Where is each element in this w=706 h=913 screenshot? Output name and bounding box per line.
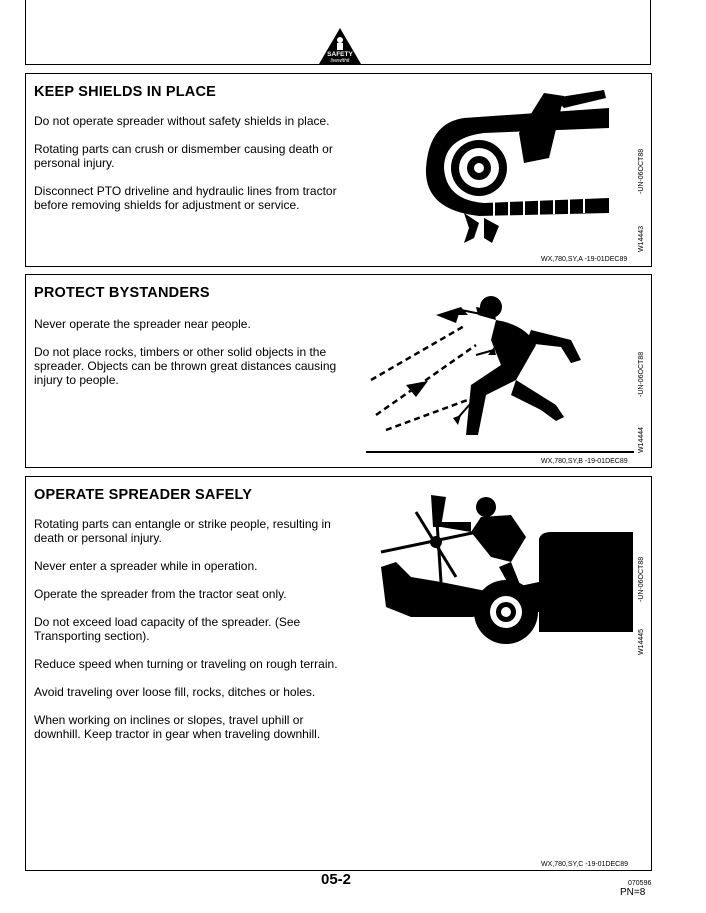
figure-code: -UN-06OCT88 (638, 351, 645, 397)
paragraph: Rotating parts can crush or dismember causing death or personal injury. (34, 142, 333, 170)
section-title: PROTECT BYSTANDERS (34, 285, 210, 301)
paragraph: Never operate the spreader near people. (34, 317, 251, 331)
page-number: 05-2 (321, 871, 352, 888)
paragraph: Do not operate spreader without safety shields in place. (34, 114, 330, 128)
paragraph: Never enter a spreader while in operation. (34, 559, 258, 573)
footer-pn: PN=8 (620, 887, 646, 898)
paragraph: Operate the spreader from the tractor seat only. (34, 587, 287, 601)
bystander-illustration (366, 285, 634, 455)
paragraph: When working on inclines or slopes, travel uphill or downhill. Keep tractor in gear when traveling downhill. (34, 713, 321, 741)
section-title: OPERATE SPREADER SAFELY (34, 487, 253, 503)
section-operate-safely (25, 476, 652, 871)
reference-code: WX,780,SY,A -19-01DEC89 (541, 256, 628, 263)
figure-id: W14443 (638, 225, 645, 252)
paragraph: Avoid traveling over loose fill, rocks, ditches or holes. (34, 685, 316, 699)
reference-code: WX,780,SY,C -19-01DEC89 (541, 861, 629, 868)
paragraph: Rotating parts can entangle or strike people, resulting in death or personal injury. (34, 517, 331, 545)
paragraph: Reduce speed when turning or traveling on rough terrain. (34, 657, 338, 671)
figure-id: W14444 (638, 426, 645, 453)
paragraph: Do not place rocks, timbers or other solid objects in the spreader. Objects can be thrown great distances causing injury to people. (34, 345, 337, 387)
footer-code: 070596 (628, 880, 652, 887)
logo-text-top: SAFETY (327, 51, 353, 58)
reference-code: WX,780,SY,B -19-01DEC89 (541, 458, 628, 465)
section-keep-shields (25, 73, 652, 267)
logo-text-bottom: livewithit (330, 58, 350, 64)
spreader-entanglement-illustration (371, 487, 633, 657)
paragraph: Do not exceed load capacity of the spreader. (See Transporting section). (34, 615, 301, 643)
shield-hazard-illustration (424, 88, 614, 248)
paragraph: Disconnect PTO driveline and hydraulic lines from tractor before removing shields for adjustment or service. (34, 184, 337, 212)
section-protect-bystanders (25, 274, 652, 468)
figure-code: -UN-06OCT88 (638, 556, 645, 602)
figure-id: W14445 (638, 628, 645, 655)
safety-logo (318, 27, 362, 65)
figure-code: -UN-06OCT88 (638, 148, 645, 194)
section-title: KEEP SHIELDS IN PLACE (34, 84, 216, 100)
